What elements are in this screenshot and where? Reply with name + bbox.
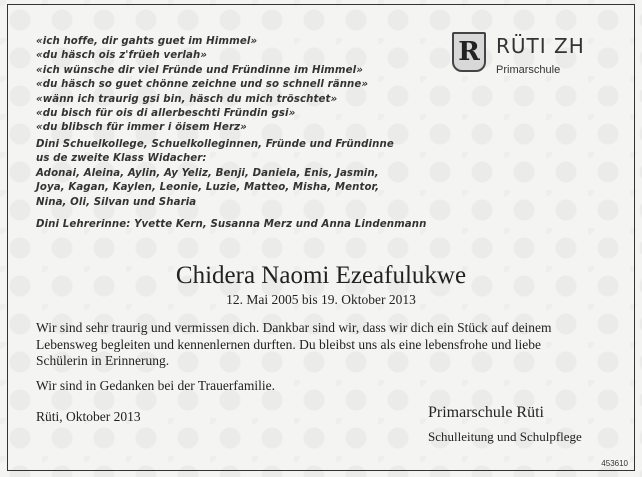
poem-block bbox=[36, 35, 368, 136]
poem-line: «du häsch ois z'früeh verlah» bbox=[36, 50, 208, 62]
poem-line: «du häsch so guet chönne zeichne und so schnell ränne» bbox=[36, 79, 369, 91]
classmates-line: Adonai, Aleina, Aylin, Ay Yeliz, Benji, Daniela, Enis, Jasmin, bbox=[36, 167, 379, 179]
place-date: Rüti, Oktober 2013 bbox=[36, 409, 141, 424]
logo-subtitle: Primarschule bbox=[496, 64, 561, 76]
classmates-line: Dini Schuelkollege, Schuelkolleginnen, Fründe und Fründinne bbox=[36, 139, 394, 150]
logo-town: RÜTI ZH bbox=[496, 34, 585, 58]
teachers-line: Dini Lehrerinne: Yvette Kern, Susanna Merz und Anna Lindenmann bbox=[36, 219, 427, 230]
classmates-line: us de zweite Klass Widacher: bbox=[36, 153, 207, 165]
message-paragraph-2: Wir sind in Gedanken bei der Trauerfamilie. bbox=[36, 378, 276, 393]
poem-line: «ich wünsche dir viel Fründe und Fründinne im Himmel» bbox=[36, 64, 363, 76]
poem-line: «wänn ich traurig gsi bin, häsch du mich tröschtet» bbox=[36, 93, 338, 105]
deceased-name: Chidera Naomi Ezeafulukwe bbox=[175, 262, 467, 289]
poem-line: «du bisch für ois di allerbeschti Fründin gsi» bbox=[36, 108, 296, 120]
life-dates: 12. Mai 2005 bis 19. Oktober 2013 bbox=[226, 292, 416, 307]
poem-line: «du blibsch für immer i öisem Herz» bbox=[36, 122, 247, 134]
rueti-crest-icon: R bbox=[452, 32, 486, 72]
signer-name: Primarschule Rüti bbox=[428, 404, 544, 421]
signer-subtitle: Schulleitung und Schulpflege bbox=[428, 429, 582, 444]
message-paragraph: Wir sind sehr traurig und vermissen dich. Dankbar sind wir, dass wir dich ein Stück auf deinem Lebensweg begleiten und kennenlernen durften. Du bleibst uns als eine lebensfrohe und liebe Schülerin in Erinnerung. bbox=[36, 320, 552, 368]
classmates-line: Nina, Oli, Silvan und Sharia bbox=[36, 196, 197, 208]
classmates-block bbox=[36, 138, 394, 210]
poem-line: «ich hoffe, dir gahts guet im Himmel» bbox=[36, 36, 258, 47]
reference-number: 453610 bbox=[601, 459, 628, 468]
classmates-line: Joya, Kagan, Kaylen, Leonie, Luzie, Matteo, Misha, Mentor, bbox=[36, 182, 380, 194]
school-logo bbox=[452, 32, 612, 86]
